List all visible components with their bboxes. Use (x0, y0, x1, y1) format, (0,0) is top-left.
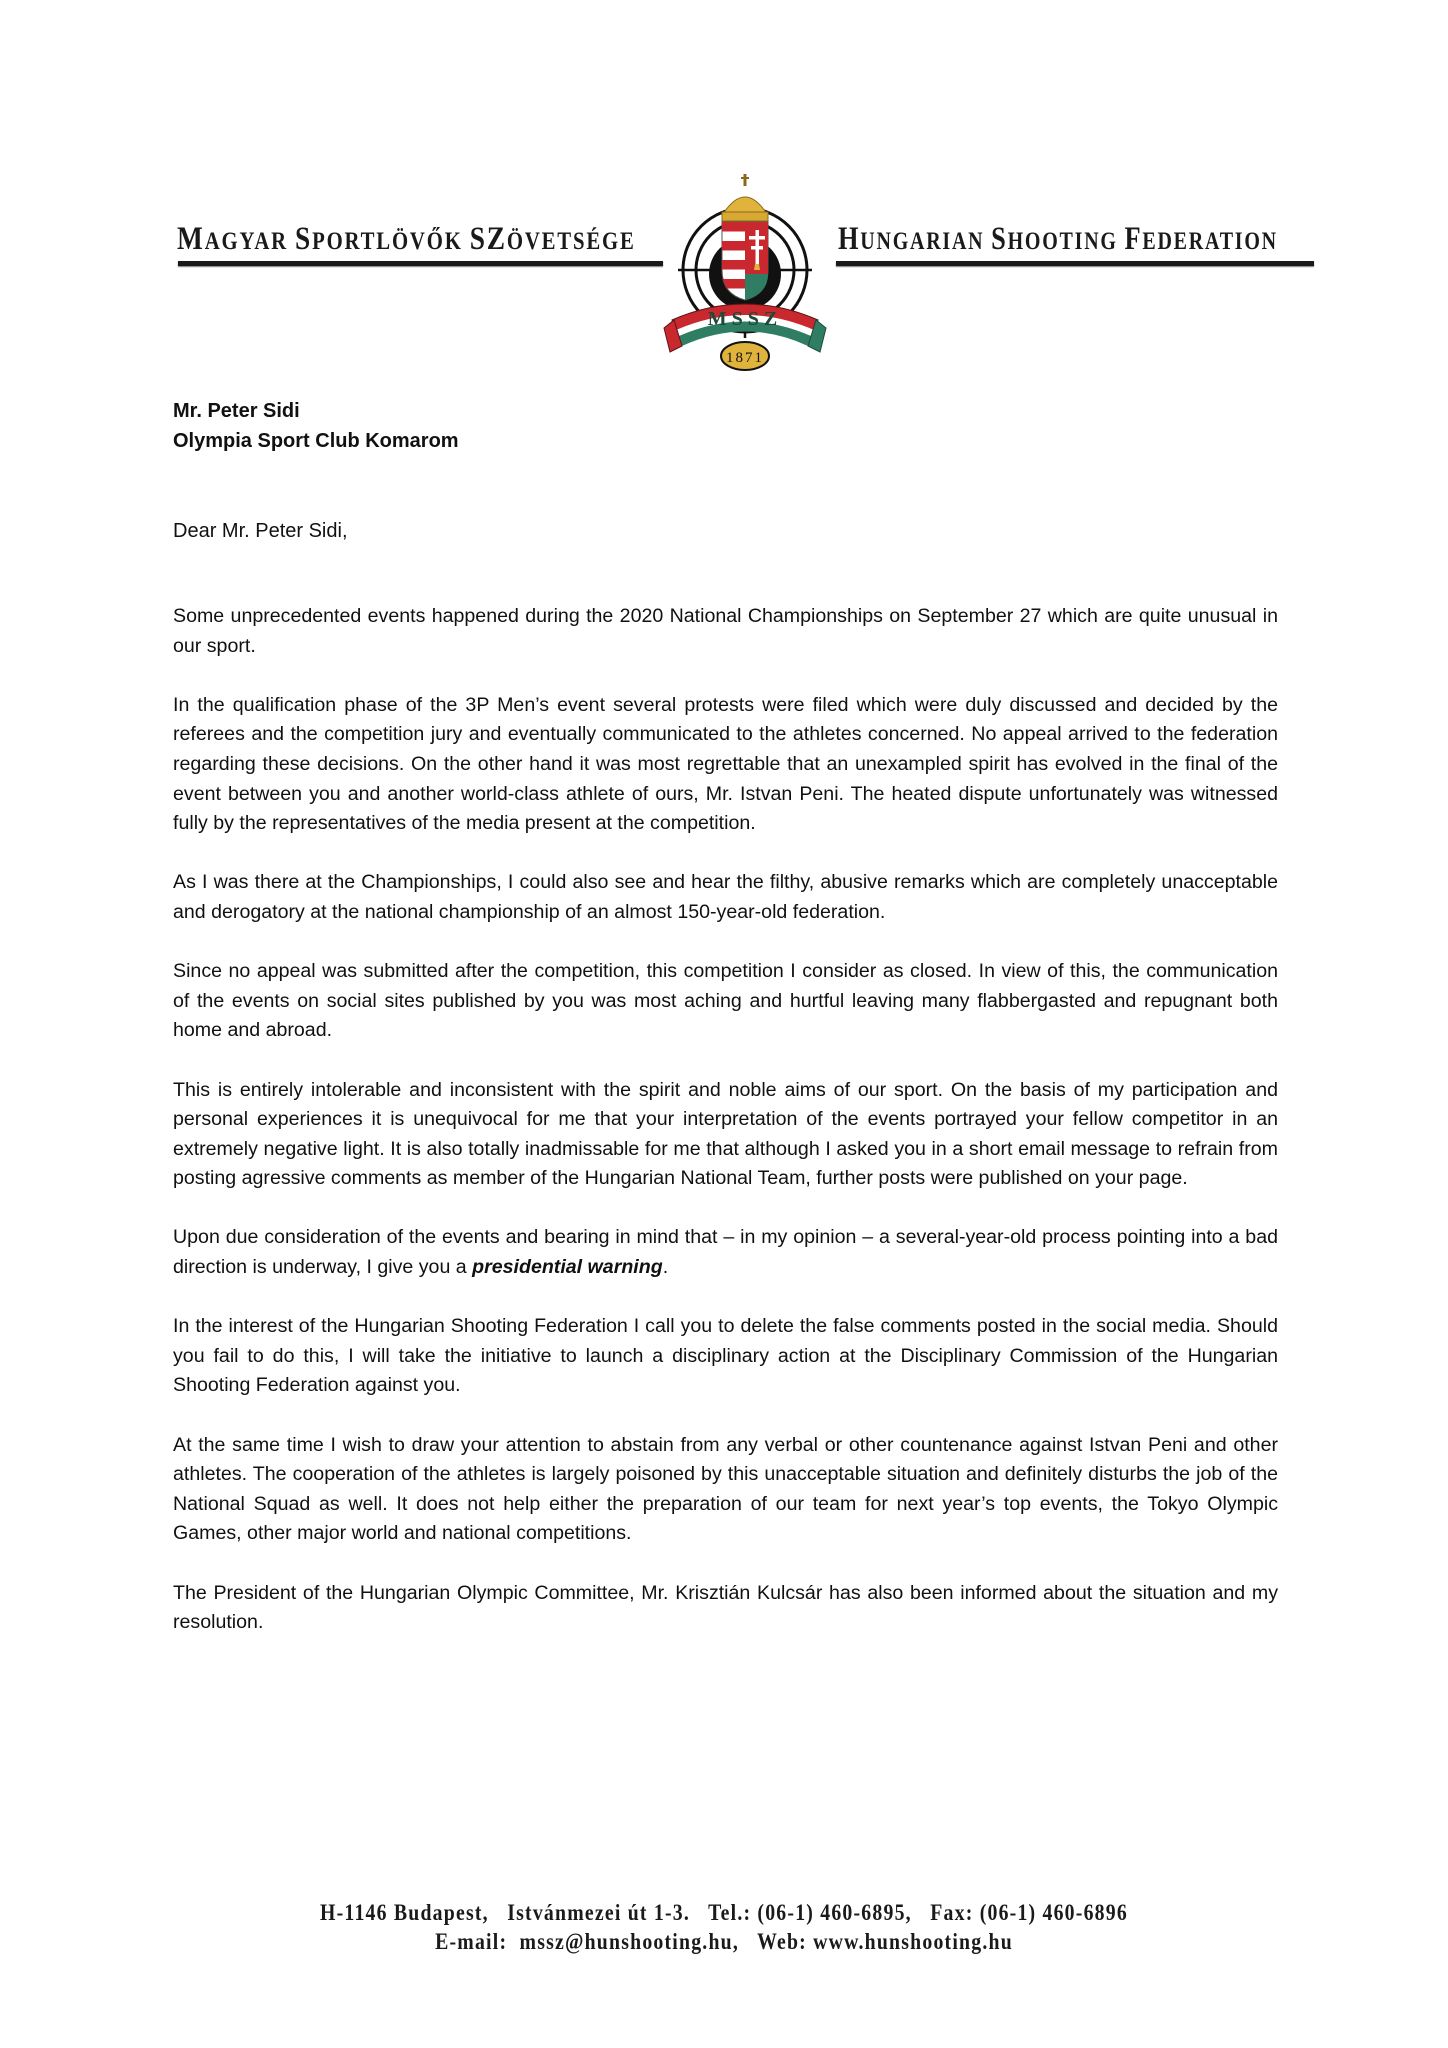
year-text: 1871 (726, 350, 764, 366)
title-word: ÖVETSÉGE (506, 228, 636, 255)
title-initial: F (1124, 221, 1143, 257)
title-word: EDERATION (1142, 228, 1278, 255)
title-initial: H (838, 221, 861, 257)
header-rule-right (836, 261, 1314, 266)
letterhead (0, 0, 1448, 390)
federation-crest-icon (660, 170, 830, 376)
recipient-name: Mr. Peter Sidi (173, 400, 300, 422)
footer-address-line: H-1146 Budapest, Istvánmezei út 1-3. Tel.: (06-1) 460-6895, Fax: (06-1) 460-6896 (320, 1900, 1128, 1925)
paragraph: At the same time I wish to draw your attention to abstain from any verbal or other countenance against Istvan Peni and other athletes. The cooperation of the athletes is largely poisoned by this unacceptable situation and definitely disturbs the job of the National Squad as well. It does not help either the preparation of our team for next year’s top events, the Tokyo Olympic Games, other major world and national competitions. (173, 1433, 1278, 1545)
letterhead-footer (0, 1898, 1448, 1956)
title-word: PORTLÖVŐK (312, 228, 470, 255)
paragraph: In the qualification phase of the 3P Men’s event several protests were filed which were duly discussed and decided by the referees and the competition jury and eventually communicated to the athletes concerned. No appeal arrived to the federation regarding these decisions. On the other hand it was most regrettable that an unexampled spirit has evolved in the final of the event between you and another world-class athlete of ours, Mr. Istvan Peni. The heated dispute unfortunately was witnessed fully by the representatives of the media present at the competition. (173, 693, 1278, 835)
footer-contact-line: E-mail: mssz@hunshooting.hu, Web: www.hunshooting.hu (435, 1929, 1013, 1954)
paragraph: In the interest of the Hungarian Shooting Federation I call you to delete the false comments posted in the social media. Should you fail to do this, I will take the initiative to launch a disciplinary action at the Disciplinary Commission of the Hungarian Shooting Federation against you. (173, 1315, 1278, 1397)
recipient-organization: Olympia Sport Club Komarom (173, 430, 459, 452)
title-initial: SZ (469, 221, 507, 257)
warning-paragraph (173, 1223, 1278, 1282)
letter-body (173, 602, 1278, 1667)
paragraph: This is entirely intolerable and inconsistent with the spirit and noble aims of our sport. On the basis of my participation and personal experiences it is unequivocal for me that your interpretation of the events portrayed your fellow competitor in an extremely negative light. It is also totally inadmissable for me that although I asked you in a short email message to refrain from posting agressive comments as member of the Hungarian National Team, further posts were published on your page. (173, 1078, 1278, 1190)
warning-text: Upon due consideration of the events and bearing in mind that – in my opinion – a several-year-old process pointing into a bad direction is underway, I give you a (173, 1226, 1278, 1279)
paragraph: As I was there at the Championships, I could also see and hear the filthy, abusive remarks which are completely unacceptable and derogatory at the national championship of an almost 150-year-old federation. (173, 871, 1278, 923)
paragraph: The President of the Hungarian Olympic Committee, Mr. Krisztián Kulcsár has also been informed about the situation and my resolution. (173, 1581, 1278, 1634)
warning-text-end: . (662, 1256, 669, 1279)
header-rule-left (178, 261, 663, 266)
federation-name-english (838, 221, 1278, 258)
title-word: HOOTING (1007, 228, 1125, 255)
ribbon-text: MSSZ (707, 308, 783, 330)
title-initial: S (991, 221, 1008, 257)
paragraph: Some unprecedented events happened during the 2020 National Championships on September 27 which are quite unusual in our sport. (173, 605, 1278, 657)
federation-name-hungarian (177, 221, 636, 258)
presidential-warning-emphasis: presidential warning (472, 1256, 663, 1279)
title-initial: M (177, 221, 205, 257)
salutation: Dear Mr. Peter Sidi, (173, 520, 348, 542)
title-initial: S (295, 221, 313, 257)
title-word: AGYAR (204, 228, 296, 255)
paragraph: Since no appeal was submitted after the competition, this competition I consider as closed. In view of this, the communication of the events on social sites published by you was most aching and hurtful leaving many flabbergasted and repugnant both home and abroad. (173, 960, 1278, 1042)
title-word: UNGARIAN (860, 228, 992, 255)
recipient-block (173, 396, 459, 456)
